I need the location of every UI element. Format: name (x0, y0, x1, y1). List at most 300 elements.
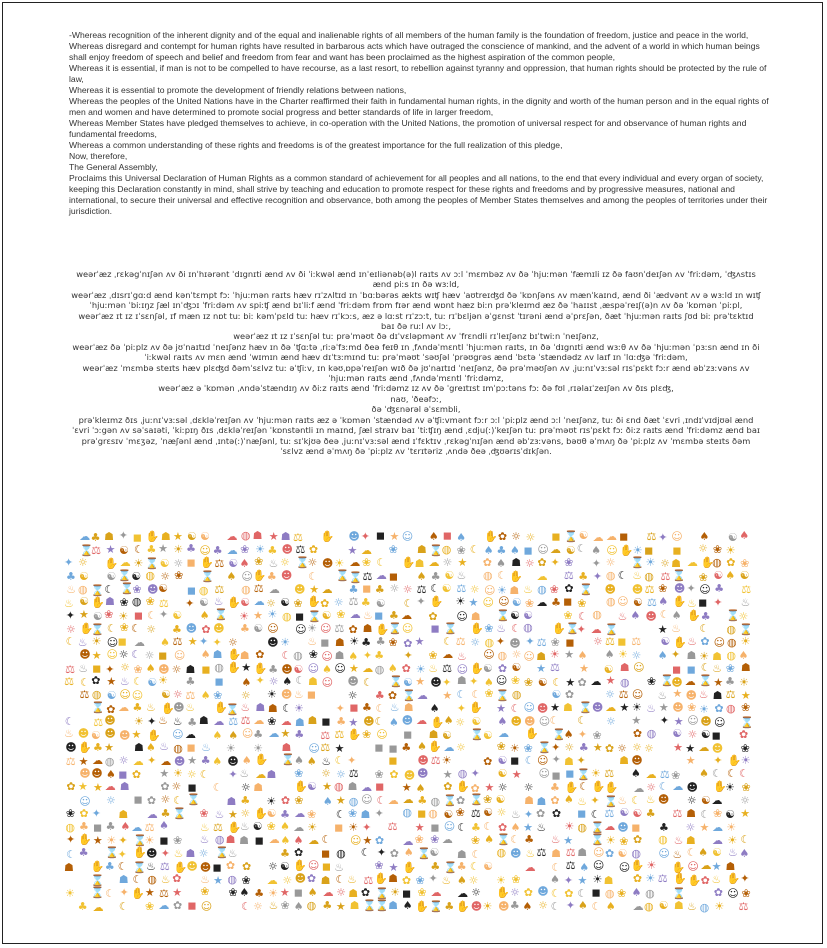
emoji-glyph: ☺ (699, 582, 711, 596)
emoji-glyph: ☻ (685, 689, 697, 703)
emoji-glyph: ♠ (725, 568, 736, 582)
emoji-glyph: ♣ (360, 595, 371, 609)
emoji-glyph: ☀ (255, 542, 265, 556)
emoji-glyph: ✦ (376, 846, 387, 860)
emoji-glyph: ☻ (430, 675, 442, 689)
emoji-glyph: ☺ (687, 859, 699, 873)
emoji-glyph: ⌛ (200, 569, 215, 583)
emoji-glyph: ✋ (320, 530, 335, 544)
emoji-glyph: ❀ (374, 767, 384, 781)
emoji-glyph: ☯ (725, 808, 736, 822)
emoji-glyph: ⌛ (90, 623, 105, 637)
emoji-glyph: ★ (740, 806, 751, 820)
emoji-glyph: ☾ (726, 766, 737, 780)
emoji-glyph: ♣ (212, 544, 223, 558)
emoji-glyph: ◼ (711, 728, 721, 742)
emoji-glyph: ◍ (336, 847, 346, 861)
emoji-glyph: ☺ (671, 529, 683, 543)
emoji-glyph: ☻ (293, 583, 306, 597)
emoji-glyph: ☻ (294, 872, 307, 886)
emoji-glyph: ✋ (293, 859, 307, 873)
emoji-glyph: ☻ (537, 885, 549, 899)
emoji-glyph: ☼ (523, 781, 534, 795)
emoji-glyph: ☺ (483, 648, 495, 661)
emoji-glyph: ✦ (335, 701, 345, 715)
emoji-glyph: ♣ (78, 820, 89, 834)
emoji-glyph: ✦ (65, 608, 76, 622)
emoji-glyph: ❀ (455, 806, 465, 820)
emoji-glyph: ☼ (171, 779, 182, 793)
emoji-glyph: ☻ (631, 754, 643, 768)
emoji-glyph: ☗ (266, 767, 277, 781)
emoji-glyph: ♨ (227, 846, 238, 860)
emoji-glyph: ☯ (471, 715, 482, 729)
emoji-glyph: ☾ (617, 568, 628, 582)
emoji-glyph: ⚖ (348, 595, 359, 609)
emoji-glyph: ★ (268, 529, 279, 543)
emoji-glyph: ☾ (132, 872, 143, 886)
english-paragraph: Whereas Member States have pledged themselves to achieve, in co-operation with the United Nations, the promotion of universal respect for and observance of human rights and fundamental freedoms, (69, 118, 747, 139)
emoji-glyph: ☺ (321, 649, 333, 663)
emoji-glyph: ★ (631, 714, 642, 728)
emoji-glyph: ♨ (686, 900, 697, 914)
emoji-glyph: ❀ (240, 542, 250, 556)
emoji-glyph: ☼ (280, 556, 290, 570)
emoji-glyph: ✦ (713, 596, 723, 610)
emoji-glyph: ✋ (428, 740, 442, 754)
emoji-glyph: ✦ (576, 622, 586, 636)
emoji-glyph: ♣ (578, 570, 589, 584)
emoji-glyph: ☀ (64, 886, 75, 900)
emoji-glyph: ✿ (401, 662, 411, 676)
emoji-glyph: ☻ (510, 715, 522, 729)
emoji-glyph: ☾ (739, 766, 749, 780)
emoji-glyph: ❀ (671, 768, 681, 782)
emoji-glyph: ☾ (118, 900, 129, 914)
emoji-glyph: ☼ (186, 768, 197, 782)
emoji-glyph: ♠ (509, 543, 520, 557)
emoji-glyph: ♣ (714, 581, 725, 595)
emoji-glyph: ☁ (133, 636, 145, 650)
emoji-glyph: ☁ (268, 833, 280, 847)
emoji-glyph: ☻ (158, 662, 170, 676)
emoji-glyph: ✦ (403, 649, 413, 663)
emoji-glyph: ❀ (741, 887, 751, 901)
emoji-glyph: ❀ (712, 542, 723, 556)
emoji-glyph: ✦ (495, 635, 506, 648)
emoji-glyph: ☗ (686, 649, 697, 663)
emoji-glyph: ✿ (308, 543, 319, 557)
emoji-glyph: ☺ (456, 662, 469, 676)
english-paragraph: -Whereas recognition of the inherent dignity and of the equal and inalienable rights of all members of the human family is the foundation of freedom, justice and peace in the world, (69, 30, 749, 40)
emoji-glyph: ☀ (415, 662, 426, 676)
emoji-glyph: ✿ (428, 610, 438, 623)
emoji-glyph: ♨ (523, 583, 534, 597)
emoji-glyph: ❀ (199, 806, 209, 820)
emoji-glyph: ☁ (185, 727, 197, 741)
emoji-glyph: ☯ (266, 806, 277, 820)
emoji-glyph: ☾ (66, 847, 77, 861)
emoji-glyph: ☁ (401, 608, 413, 622)
emoji-glyph: ♣ (524, 832, 535, 846)
emoji-glyph: ☯ (403, 676, 413, 690)
emoji-glyph: ★ (673, 741, 683, 755)
emoji-glyph: ☯ (497, 754, 508, 768)
emoji-glyph: ☯ (228, 556, 239, 570)
emoji-glyph: ◼ (320, 636, 330, 650)
emoji-glyph: ⌛ (307, 609, 322, 623)
emoji-glyph: ☺ (483, 583, 496, 597)
emoji-glyph: ☺ (119, 687, 131, 701)
emoji-glyph: ☼ (442, 556, 453, 570)
emoji-glyph: ◼ (565, 767, 575, 781)
emoji-glyph: ☀ (118, 609, 129, 623)
emoji-glyph: ☯ (700, 794, 711, 808)
emoji-glyph: ⌛ (389, 674, 404, 688)
emoji-glyph: ♠ (550, 872, 560, 886)
emoji-glyph: ⌛ (576, 767, 591, 781)
emoji-glyph: ☯ (632, 595, 643, 609)
emoji-glyph: ◍ (484, 635, 495, 649)
emoji-glyph: ♣ (361, 700, 372, 714)
emoji-glyph: ♠ (199, 609, 210, 623)
emoji-glyph: ♠ (387, 661, 398, 675)
emoji-glyph: ☺ (334, 661, 346, 675)
emoji-glyph: ✦ (119, 886, 129, 900)
emoji-glyph: ⌛ (470, 728, 484, 742)
emoji-glyph: ☻ (79, 647, 91, 661)
emoji-glyph: ◼ (591, 885, 601, 899)
emoji-glyph: ◼ (158, 648, 168, 662)
emoji-glyph: ♠ (239, 886, 250, 900)
emoji-glyph: ⌛ (117, 569, 132, 583)
english-paragraph: The General Assembly, (69, 162, 158, 172)
emoji-glyph: ♠ (605, 899, 616, 913)
emoji-glyph: ⌛ (90, 583, 105, 597)
emoji-glyph: ♨ (536, 820, 547, 834)
emoji-glyph: ✿ (306, 872, 317, 886)
emoji-glyph: ☁ (308, 834, 320, 848)
emoji-glyph: ⌛ (133, 833, 147, 847)
emoji-glyph: ✋ (347, 727, 362, 741)
emoji-glyph: ♨ (201, 741, 212, 755)
emoji-glyph: ☯ (739, 569, 750, 583)
emoji-glyph: ☾ (524, 753, 535, 767)
emoji-glyph: ♣ (280, 807, 290, 821)
emoji-glyph: ☯ (482, 662, 493, 676)
emoji-glyph: ♨ (740, 595, 751, 609)
emoji-glyph: ⌛ (402, 688, 416, 702)
emoji-glyph: ❀ (200, 885, 210, 899)
emoji-glyph: ☾ (551, 860, 562, 874)
emoji-glyph: ☾ (577, 713, 588, 727)
emoji-glyph: ♣ (374, 688, 385, 702)
emoji-glyph: ☼ (525, 530, 536, 544)
emoji-glyph: ⌛ (564, 530, 579, 543)
emoji-glyph: ✿ (294, 846, 304, 860)
emoji-glyph: ♨ (671, 622, 682, 636)
emoji-glyph: ☁ (711, 793, 723, 807)
emoji-glyph: ☀ (348, 821, 359, 835)
emoji-glyph: ♨ (159, 740, 170, 754)
emoji-glyph: ❀ (307, 807, 317, 821)
emoji-glyph: ☻ (104, 714, 116, 728)
emoji-glyph: ☺ (523, 649, 535, 663)
emoji-glyph: ♨ (158, 714, 169, 728)
emoji-glyph: ★ (605, 674, 616, 688)
emoji-glyph: ♨ (577, 794, 588, 808)
emoji-glyph: ♠ (200, 647, 211, 661)
emoji-glyph: ✋ (253, 661, 268, 675)
emoji-glyph: ☾ (375, 701, 386, 715)
emoji-glyph: ✦ (118, 529, 128, 543)
emoji-glyph: ♣ (551, 596, 561, 610)
emoji-glyph: ☯ (537, 675, 548, 689)
emoji-glyph: ♣ (389, 609, 399, 623)
emoji-glyph: ☾ (374, 714, 385, 728)
emoji-glyph: ⌛ (375, 887, 390, 901)
emoji-glyph: ♨ (698, 687, 709, 701)
emoji-glyph: ❀ (484, 687, 494, 701)
emoji-glyph: ◍ (726, 623, 736, 637)
emoji-glyph: ☁ (92, 754, 104, 768)
emoji-glyph: ✿ (320, 596, 330, 610)
emoji-glyph: ☗ (456, 674, 467, 688)
emoji-glyph: ♠ (322, 794, 333, 808)
emoji-glyph: ⚖ (320, 728, 331, 742)
emoji-glyph: ♣ (65, 569, 76, 583)
emoji-glyph: ☁ (524, 860, 536, 874)
emoji-glyph: ☁ (268, 583, 280, 597)
emoji-glyph: ❀ (374, 859, 384, 873)
emoji-glyph: ☗ (740, 661, 751, 675)
emoji-glyph: ✋ (470, 621, 484, 635)
emoji-glyph: ✦ (105, 662, 115, 676)
emoji-glyph: ♣ (266, 570, 277, 584)
emoji-glyph: ♠ (402, 898, 413, 912)
emoji-glyph: ☾ (376, 555, 387, 569)
emoji-glyph: ☗ (118, 807, 129, 821)
emoji-glyph: ☀ (725, 543, 736, 557)
emoji-glyph: ☯ (578, 529, 589, 543)
emoji-glyph: ☁ (226, 544, 238, 558)
emoji-glyph: ☁ (550, 543, 562, 557)
emoji-glyph: ♠ (389, 715, 399, 729)
emoji-glyph: ★ (349, 661, 359, 675)
document-frame (2, 2, 823, 944)
emoji-glyph: ◼ (362, 581, 372, 595)
emoji-glyph: ★ (673, 714, 684, 728)
emoji-glyph: ☼ (469, 583, 480, 597)
emoji-glyph: ⚖ (144, 821, 155, 835)
emoji-glyph: ☻ (65, 740, 77, 754)
emoji-glyph: ✿ (374, 833, 385, 847)
emoji-glyph: ✋ (469, 701, 483, 715)
emoji-glyph: ✋ (375, 622, 390, 636)
emoji-glyph: ★ (563, 834, 574, 848)
emoji-glyph: ☾ (443, 635, 453, 649)
emoji-glyph: ☀ (564, 820, 575, 834)
emoji-glyph: ✋ (429, 595, 444, 609)
emoji-glyph: ✦ (91, 807, 101, 821)
emoji-glyph: ❀ (241, 874, 251, 888)
emoji-glyph: ✦ (147, 753, 157, 767)
emoji-glyph: ♨ (213, 595, 224, 609)
emoji-glyph: ☾ (106, 621, 117, 635)
emoji-glyph: ☼ (321, 767, 331, 781)
emoji-glyph: ☺ (79, 794, 91, 808)
emoji-glyph: ❀ (725, 662, 735, 676)
emoji-glyph: ✦ (428, 872, 438, 886)
emoji-glyph: ☀ (133, 715, 144, 729)
emoji-glyph: ♨ (173, 847, 184, 861)
emoji-glyph: ☀ (725, 781, 735, 795)
emoji-glyph: ☁ (79, 529, 91, 543)
emoji-glyph: ❀ (280, 898, 290, 912)
emoji-glyph: ☁ (268, 727, 280, 741)
emoji-glyph: ☻ (227, 755, 239, 769)
emoji-glyph: ☗ (320, 873, 331, 887)
emoji-glyph: ☀ (726, 820, 737, 834)
emoji-glyph: ★ (106, 675, 117, 689)
emoji-glyph: ❀ (484, 621, 494, 635)
ipa-paragraph: weərˈæz ˈmɛmbə steɪts hæv plɛʤd ðəmˈsɛlvz tuː əˈʧiːv, ɪn kəʊˌɒpəˈreɪʃən wɪð ðə jʊˈnaɪtɪd ˈneɪʃənz, ðə prəˈməʊʃən ʌv ˌjuːnɪˈvɜːsəl rɪsˈpɛkt fɔːr ænd əbˈzɜːvəns ʌv ˈhjuːmən raɪts ænd ˌfʌndəˈmɛntl ˈfriːdəmz, (82, 362, 750, 384)
emoji-glyph: ☾ (686, 846, 697, 860)
emoji-glyph: ♣ (430, 859, 441, 873)
emoji-glyph: ⚖ (214, 557, 225, 571)
emoji-glyph: ⌛ (429, 543, 443, 557)
emoji-glyph: ◍ (523, 621, 533, 635)
emoji-glyph: ✿ (564, 687, 575, 701)
emoji-glyph: ◼ (672, 544, 682, 558)
emoji-glyph: ✋ (591, 779, 606, 793)
emoji-glyph: ☗ (686, 807, 696, 821)
emoji-glyph: ✋ (619, 543, 634, 557)
emoji-glyph: ☁ (294, 806, 306, 820)
emoji-glyph: ☻ (173, 700, 185, 714)
emoji-glyph: ★ (657, 623, 668, 637)
emoji-glyph: ☻ (173, 754, 186, 768)
emoji-glyph: ☁ (711, 834, 723, 848)
emoji-glyph: ✋ (456, 780, 471, 794)
emoji-glyph: ✦ (591, 556, 601, 570)
emoji-glyph: ⚖ (159, 859, 170, 873)
emoji-glyph: ☀ (632, 544, 643, 558)
emoji-glyph: ✦ (228, 768, 238, 782)
emoji-glyph: ☗ (509, 583, 520, 597)
emoji-glyph: ⚖ (456, 582, 467, 596)
emoji-glyph: ☁ (146, 807, 158, 821)
emoji-glyph: ✋ (525, 727, 539, 741)
emoji-glyph: ☻ (673, 582, 686, 596)
emoji-glyph: ✿ (403, 636, 413, 650)
emoji-glyph: ✋ (104, 557, 119, 571)
emoji-glyph: ☾ (241, 900, 251, 914)
emoji-glyph: ⌛ (630, 556, 645, 570)
emoji-glyph: ◍ (293, 649, 303, 663)
emoji-glyph: ✋ (294, 780, 308, 794)
emoji-glyph: ⌛ (79, 544, 94, 558)
emoji-glyph: ☁ (92, 900, 104, 914)
emoji-glyph: ☗ (416, 543, 427, 557)
emoji-glyph: ❀ (646, 675, 657, 689)
emoji-glyph: ⚖ (214, 583, 225, 597)
emoji-glyph: ◍ (699, 900, 710, 914)
emoji-glyph: ☾ (335, 872, 346, 886)
emoji-glyph: ⚖ (657, 872, 668, 886)
emoji-glyph: ☗ (536, 794, 547, 808)
emoji-glyph: ☗ (349, 898, 360, 912)
ipa-paragraph: weərˈæz ˌdɪsrɪˈgɑːd ænd kənˈtɛmpt fɔː ˈhjuːmən raɪts hæv rɪˈzʌltɪd ɪn ˈbɑːbərəs ækts wɪʧ hæv ˈaʊtreɪʤd ðə ˈkɒnʃəns ʌv mænˈkaɪnd, ænd ði ˈædvənt ʌv ə wɜːld ɪn wɪʧ ˈhjuːmən ˈbiːɪŋz ʃæl ɪnˈʤɔɪ ˈfriːdəm ʌv spiːʧ ænd bɪˈliːf ænd ˈfriːdəm frɒm fɪər ænd wɒnt hæz biːn prəˈkleɪmd æz ðə ˈhaɪɪst ˌæspəˈreɪʃ(ə)n ʌv ðə ˈkɒmən ˈpiːpl, (71, 289, 761, 311)
emoji-glyph: ◼ (388, 754, 398, 768)
emoji-glyph: ◼ (430, 820, 440, 834)
emoji-glyph: ☾ (510, 702, 521, 716)
emoji-glyph: ☀ (738, 676, 749, 690)
emoji-glyph: ☼ (144, 649, 155, 663)
emoji-glyph: ❀ (254, 555, 264, 569)
emoji-glyph: ✿ (726, 555, 736, 569)
emoji-glyph: ♣ (160, 807, 171, 821)
emoji-glyph: ☼ (686, 794, 697, 808)
emoji-glyph: ♨ (146, 860, 156, 874)
emoji-glyph: ✦ (523, 808, 534, 822)
english-paragraph: Whereas a common understanding of these rights and freedoms is of the greatest importance for the full realization of this pledge, (69, 140, 563, 150)
emoji-glyph: ✦ (442, 675, 452, 689)
emoji-glyph: ⚖ (563, 569, 574, 583)
emoji-glyph: ✋ (227, 821, 242, 835)
emoji-glyph: ☗ (239, 833, 250, 847)
emoji-glyph: ♣ (240, 793, 251, 807)
emoji-glyph: ✋ (671, 860, 686, 874)
emoji-glyph: ◍ (240, 529, 251, 543)
emoji-glyph: ♠ (212, 728, 223, 742)
emoji-glyph: ★ (322, 780, 332, 794)
emoji-glyph: ☁ (322, 885, 334, 899)
emoji-glyph: ☀ (253, 741, 263, 755)
emoji-glyph: ♣ (268, 662, 279, 676)
emoji-glyph: ☁ (255, 767, 267, 781)
emoji-glyph: ✿ (131, 767, 142, 781)
emoji-glyph: ☺ (321, 675, 334, 689)
emoji-glyph: ◍ (241, 582, 251, 596)
emoji-glyph: ☻ (604, 583, 616, 597)
emoji-glyph: ⚖ (334, 728, 345, 742)
emoji-glyph: ◼ (186, 555, 196, 569)
emoji-glyph: ☾ (173, 794, 184, 808)
emoji-glyph: ♠ (630, 767, 641, 781)
ipa-paragraph: weərˈæz ˌrɛkəgˈnɪʃən ʌv ði ɪnˈhɪərənt ˈdɪgnɪti ænd ʌv ði ˈiːkwəl ænd ɪnˈeɪliənəb(ə)l raɪts ʌv ɔːl ˈmɛmbəz ʌv ðə ˈhjuːmən ˈfæmɪli ɪz ðə faʊnˈdeɪʃən ʌv ˈfriːdəm, ˈʤʌstɪs ænd piːs ɪn ðə wɜːld, (76, 269, 756, 290)
emoji-glyph: ♨ (268, 557, 279, 571)
emoji-glyph: ★ (577, 873, 588, 887)
emoji-glyph: ☺ (523, 701, 535, 715)
emoji-glyph: ☯ (511, 661, 522, 675)
emoji-glyph: ☀ (645, 556, 656, 570)
emoji-glyph: ☯ (727, 530, 738, 544)
emoji-glyph: ✦ (158, 608, 169, 622)
emoji-glyph: ☁ (402, 793, 414, 807)
emoji-glyph: ♨ (686, 596, 697, 610)
emoji-glyph: ♠ (403, 846, 414, 860)
emoji-glyph: ☻ (591, 700, 604, 714)
emoji-glyph: ☀ (455, 595, 466, 609)
emoji-glyph: ☗ (133, 741, 144, 755)
emoji-glyph: ☾ (552, 675, 563, 689)
emoji-glyph: ⌛ (660, 674, 674, 688)
emoji-glyph: ♠ (699, 766, 709, 780)
emoji-glyph: ☼ (538, 899, 548, 913)
emoji-glyph: ♣ (78, 846, 89, 859)
emoji-glyph: ♨ (200, 873, 211, 886)
